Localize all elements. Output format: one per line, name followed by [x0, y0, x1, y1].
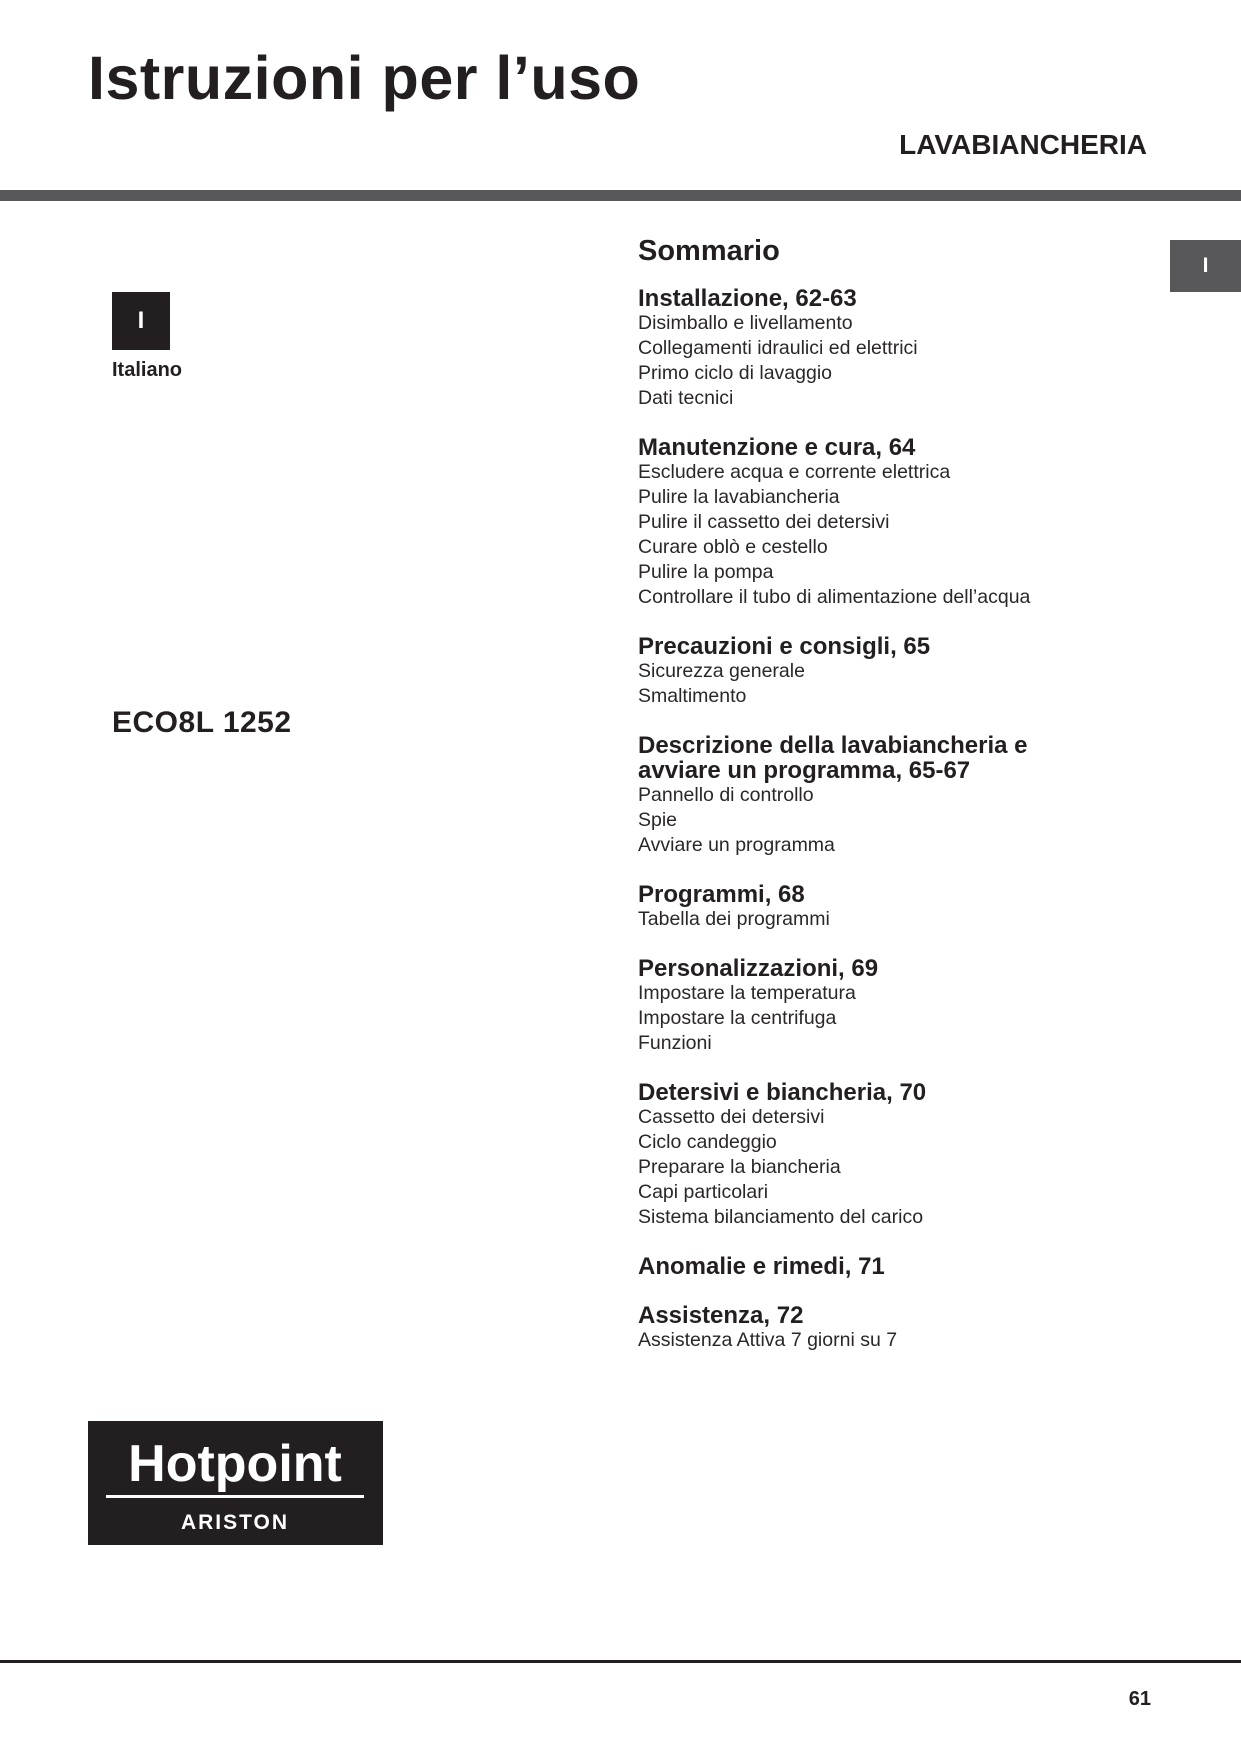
- toc-item: Primo ciclo di lavaggio: [638, 362, 833, 384]
- toc-section: [638, 882, 1158, 932]
- toc-section-heading: [638, 435, 1158, 460]
- page-number: 61: [1128, 1688, 1151, 1710]
- toc-section: [638, 956, 1158, 1056]
- toc-item: Impostare la temperatura: [638, 982, 856, 1004]
- toc-item: Smaltimento: [638, 685, 747, 707]
- toc-section-heading-line: Detersivi e biancheria, 70: [638, 1079, 927, 1106]
- toc-title: Sommario: [638, 235, 780, 267]
- toc-item: Preparare la biancheria: [638, 1156, 841, 1178]
- header-divider: [0, 190, 1241, 201]
- toc-item: Spie: [638, 809, 678, 831]
- toc-section-heading-line: Descrizione della lavabiancheria e: [638, 732, 1028, 759]
- toc-item: Escludere acqua e corrente elettrica: [638, 461, 951, 483]
- toc-section-heading: [638, 733, 1158, 783]
- toc-section: [638, 733, 1158, 858]
- toc-item: Tabella dei programmi: [638, 908, 830, 930]
- toc-section-heading-line: Programmi, 68: [638, 881, 805, 908]
- toc-item: Capi particolari: [638, 1181, 769, 1203]
- logo-brand-text: Hotpoint: [128, 1435, 342, 1493]
- table-of-contents: [638, 228, 1158, 1377]
- hotpoint-ariston-logo: [88, 1421, 383, 1545]
- logo-divider: [106, 1495, 364, 1498]
- toc-item: Cassetto dei detersivi: [638, 1106, 825, 1128]
- toc-item: Curare oblò e cestello: [638, 536, 828, 558]
- toc-section: [638, 286, 1158, 411]
- toc-item: Collegamenti idraulici ed elettrici: [638, 337, 918, 359]
- toc-section-heading-line: Manutenzione e cura, 64: [638, 434, 916, 461]
- toc-section-heading: [638, 634, 1158, 659]
- toc-section-heading: [638, 1303, 1158, 1328]
- toc-item: Pulire la pompa: [638, 561, 774, 583]
- toc-item: Disimballo e livellamento: [638, 312, 853, 334]
- toc-item: Sistema bilanciamento del carico: [638, 1206, 924, 1228]
- toc-section-heading: [638, 882, 1158, 907]
- language-badge: I: [112, 292, 170, 350]
- toc-item: Pulire la lavabiancheria: [638, 486, 840, 508]
- toc-section: [638, 1303, 1158, 1353]
- toc-section: [638, 1080, 1158, 1230]
- toc-sections: [638, 286, 1158, 1353]
- toc-section-heading-line: Assistenza, 72: [638, 1302, 804, 1329]
- toc-item: Pulire il cassetto dei detersivi: [638, 511, 890, 533]
- brand-logo: [88, 1421, 383, 1545]
- toc-section-heading-line: avviare un programma, 65-67: [638, 757, 971, 784]
- toc-item: Pannello di controllo: [638, 784, 814, 806]
- toc-item: Avviare un programma: [638, 834, 835, 856]
- toc-section-heading: [638, 286, 1158, 311]
- toc-section-heading: [638, 1080, 1158, 1105]
- toc-section: [638, 435, 1158, 610]
- toc-section-heading-line: Precauzioni e consigli, 65: [638, 633, 931, 660]
- model-number: ECO8L 1252: [112, 706, 292, 739]
- toc-section: [638, 634, 1158, 709]
- toc-section-heading: [638, 956, 1158, 981]
- toc-section-heading-line: Personalizzazioni, 69: [638, 955, 879, 982]
- toc-item: Ciclo candeggio: [638, 1131, 777, 1153]
- toc-section-heading-line: Anomalie e rimedi, 71: [638, 1253, 885, 1280]
- language-side-tab: I: [1170, 240, 1241, 292]
- toc-item: Sicurezza generale: [638, 660, 805, 682]
- toc-item: Funzioni: [638, 1032, 712, 1054]
- toc-section-heading: [638, 1254, 1158, 1279]
- toc-section-heading-line: Installazione, 62-63: [638, 285, 857, 312]
- logo-sub-brand-text: ARISTON: [180, 1511, 290, 1534]
- document-title: Istruzioni per l’uso: [88, 44, 641, 112]
- toc-item: Dati tecnici: [638, 387, 734, 409]
- toc-item: Assistenza Attiva 7 giorni su 7: [638, 1329, 898, 1351]
- toc-section: [638, 1254, 1158, 1279]
- toc-item: Impostare la centrifuga: [638, 1007, 837, 1029]
- product-type-label: LAVABIANCHERIA: [899, 129, 1147, 160]
- footer-divider: [0, 1660, 1241, 1663]
- toc-item: Controllare il tubo di alimentazione dell’acqua: [638, 586, 1031, 608]
- language-name: Italiano: [112, 359, 183, 381]
